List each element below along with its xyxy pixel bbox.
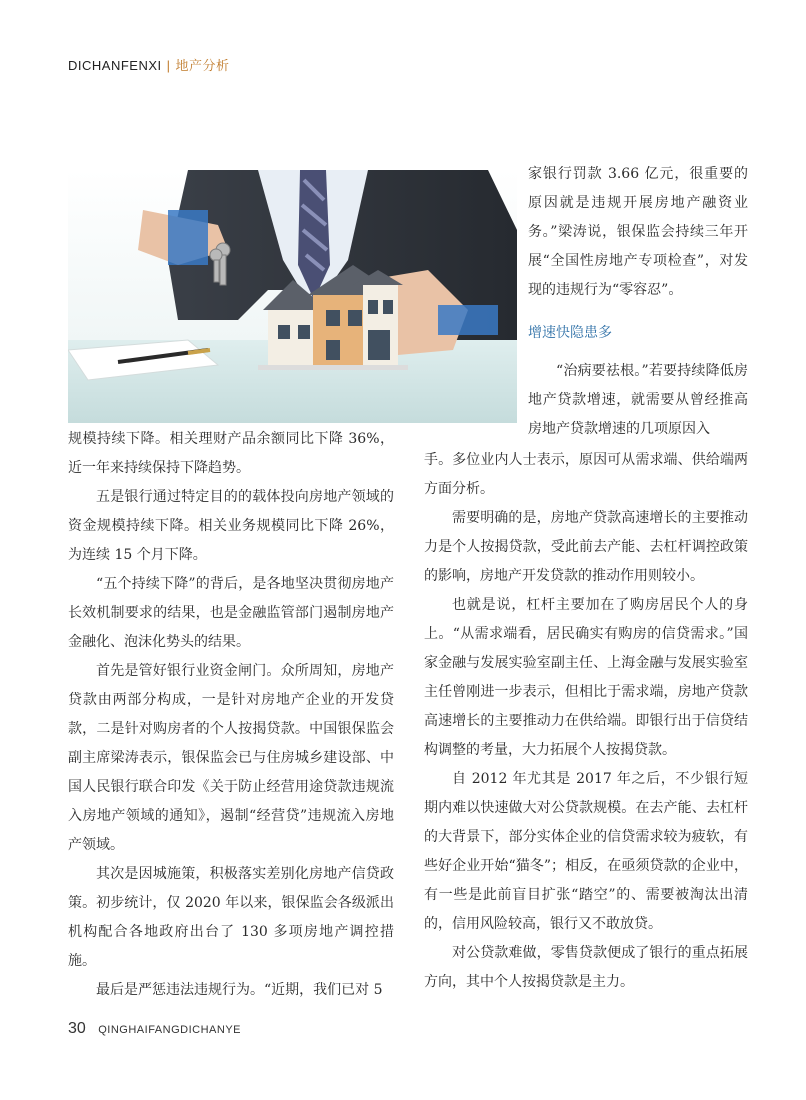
right-column (424, 446, 748, 997)
right-column-top (528, 160, 748, 305)
section-title-cn: 地产分析 (175, 58, 230, 73)
section-title-en: DICHANFENXI (68, 58, 162, 73)
paragraph: 手。多位业内人士表示，原因可从需求端、供给端两方面分析。 (424, 452, 748, 497)
paragraph: 其次是因城施策，积极落实差别化房地产信贷政策。初步统计，仅 2020 年以来，银保监会各级派出机构配合各地政府出台了 130 多项房地产调控措施。 (68, 866, 394, 969)
paragraph: 自 2012 年尤其是 2017 年之后，不少银行短期内难以快速做大对公贷款规模。在去产能、去杠杆的大背景下，部分实体企业的信贷需求较为疲软，有些好企业开始“猫冬”；相反，在亟须贷款的企业中，有一些是此前盲目扩张“踏空”的、需要被淘汰出清的，信用风险较高，银行又不敢放贷。 (424, 771, 748, 932)
paragraph: 需要明确的是，房地产贷款高速增长的主要推动力是个人按揭贷款，受此前去产能、去杠杆调控政策的影响，房地产开发贷款的推动作用则较小。 (424, 510, 748, 584)
right-column-wrap (528, 357, 748, 444)
page-footer (68, 1020, 241, 1038)
page-number: 30 (68, 1020, 86, 1037)
magazine-name: QINGHAIFANGDICHANYE (98, 1024, 241, 1036)
header-separator: | (166, 58, 171, 73)
paragraph: “治病要祛根。”若要持续降低房地产贷款增速，就需要从曾经推高房地产贷款增速的几项原因入 (528, 363, 748, 437)
paragraph: 首先是管好银行业资金闸门。众所周知，房地产贷款由两部分构成，一是针对房地产企业的开发贷款，二是针对购房者的个人按揭贷款。中国银保监会副主席梁涛表示，银保监会已与住房城乡建设部、中国人民银行联合印发《关于防止经营用途贷款违规流入房地产领域的通知》，遏制“经营贷”违规流入房地产领域。 (68, 663, 394, 853)
subheading: 增速快隐患多 (528, 324, 612, 340)
section-header (68, 55, 230, 74)
paragraph: 规模持续下降。相关理财产品余额同比下降 36%，近一年来持续保持下降趋势。 (68, 431, 394, 476)
paragraph: 也就是说，杠杆主要加在了购房居民个人的身上。“从需求端看，居民确实有购房的信贷需求。”国家金融与发展实验室副主任、上海金融与发展实验室主任曾刚进一步表示，但相比于需求端，房地产贷款高速增长的主要推动力在供给端。即银行出于信贷结构调整的考量，大力拓展个人按揭贷款。 (424, 597, 748, 758)
paragraph: “五个持续下降”的背后，是各地坚决贯彻房地产长效机制要求的结果，也是金融监管部门遏制房地产金融化、泡沫化势头的结果。 (68, 576, 394, 650)
paragraph: 家银行罚款 3.66 亿元，很重要的原因就是违规开展房地产融资业务。”梁涛说，银保监会持续三年开展“全国性房地产专项检查”，对发现的违规行为“零容忍”。 (528, 166, 748, 298)
paragraph: 五是银行通过特定目的的载体投向房地产领域的资金规模持续下降。相关业务规模同比下降 26%，为连续 15 个月下降。 (68, 489, 394, 563)
article-photo (68, 170, 517, 423)
paragraph: 最后是严惩违法违规行为。“近期，我们已对 5 (96, 982, 383, 998)
left-column (68, 425, 394, 1005)
paragraph: 对公贷款难做，零售贷款便成了银行的重点拓展方向，其中个人按揭贷款是主力。 (424, 945, 748, 990)
